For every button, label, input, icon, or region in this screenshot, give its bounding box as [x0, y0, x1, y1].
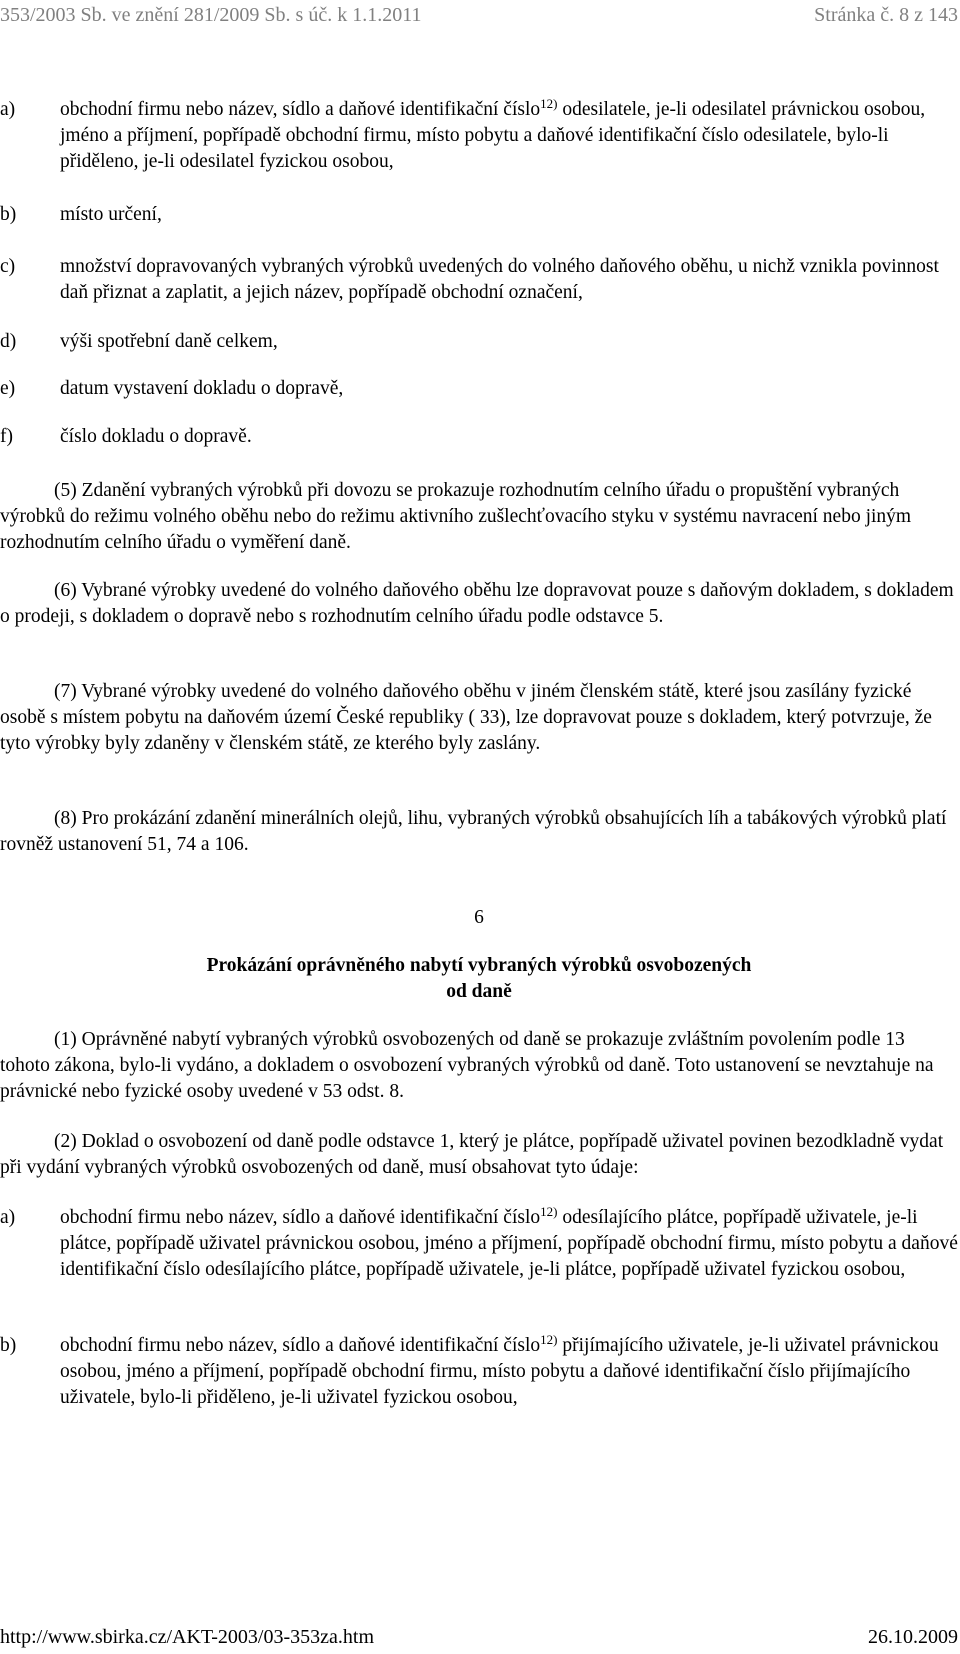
- list-item-text: množství dopravovaných vybraných výrobků uvedených do volného daňového oběhu, u nichž vznikla povinnost daň přiznat a zaplatit, a jejich název, popřípadě obchodní označení,: [60, 256, 939, 303]
- footnote-ref: 12): [540, 96, 558, 111]
- paragraph-7: (7) Vybrané výrobky uvedené do volného daňového oběhu v jiném členském státě, které jsou zasílány fyzické osobě s místem pobytu na daňovém území České republiky ( 33), lze dopravovat pouze s dokladem, který potvrzuje, že tyto výrobky byly zdaněny v členském státě, ze kterého byly zaslány.: [0, 681, 932, 754]
- section-paragraph-1: (1) Oprávněné nabytí vybraných výrobků osvobozených od daně se prokazuje zvláštním povolením podle 13 tohoto zákona, bylo-li vydáno, a dokladem o osvobození vybraných výrobků od daně. Toto ustanovení se nevztahuje na právnické nebo fyzické osoby uvedené v 53 odst. 8.: [0, 1029, 934, 1102]
- header-page-number: Stránka č. 8 z 143: [814, 4, 958, 26]
- list-item-label: b): [0, 204, 17, 225]
- page-footer: [0, 1624, 958, 1652]
- footer-url-link[interactable]: http://www.sbirka.cz/AKT-2003/03-353za.htm: [0, 1626, 375, 1648]
- page-header: [0, 2, 958, 30]
- list-item-text: číslo dokladu o dopravě.: [60, 426, 252, 447]
- list-item-text: výši spotřební daně celkem,: [60, 331, 278, 352]
- list-item-text: datum vystavení dokladu o dopravě,: [60, 378, 344, 399]
- list-item-text: místo určení,: [60, 204, 162, 225]
- paragraph-6: (6) Vybrané výrobky uvedené do volného daňového oběhu lze dopravovat pouze s daňovým dokladem, s dokladem o prodeji, s dokladem o dopravě nebo s rozhodnutím celního úřadu podle odstavce 5.: [0, 580, 954, 627]
- list-item-label: f): [0, 426, 13, 447]
- list-item-label: a): [0, 99, 16, 120]
- list-item-label: c): [0, 256, 16, 277]
- list-item-text: obchodní firmu nebo název, sídlo a daňové identifikační číslo$^{12)}$ přijímajícího uživatele, je-li uživatel právnickou osobou, jméno a příjmení, popřípadě obchodní firmu, místo pobytu a daňové identifikační číslo přijímajícího uživatele, bylo-li přiděleno, je-li uživatel fyzickou osobou,: [60, 1332, 939, 1408]
- list-item-label: a): [0, 1207, 16, 1228]
- list-item-label: d): [0, 331, 17, 352]
- header-document-reference: 353/2003 Sb. ve znění 281/2009 Sb. s úč. k 1.1.2011: [0, 4, 422, 26]
- footer-date: 26.10.2009: [868, 1626, 958, 1648]
- footnote-ref: 12): [540, 1204, 558, 1219]
- footnote-ref: 12): [540, 1332, 558, 1347]
- section-number: 6: [474, 907, 484, 928]
- section-paragraph-2: (2) Doklad o osvobození od daně podle odstavce 1, který je plátce, popřípadě uživatel povinen bezodkladně vydat při vydání vybraných výrobků osvobozených od daně, musí obsahovat tyto údaje:: [0, 1131, 944, 1178]
- paragraph-8: (8) Pro prokázání zdanění minerálních olejů, lihu, vybraných výrobků obsahujících líh a tabákových výrobků platí rovněž ustanovení 51, 74 a 106.: [0, 808, 947, 855]
- list-item-text: obchodní firmu nebo název, sídlo a daňové identifikační číslo$^{12)}$ odesílajícího plátce, popřípadě uživatele, je-li plátce, popřípadě uživatel právnickou osobou, jméno a příjmení, popřípadě obchodní firmu, místo pobytu a daňové identifikační číslo odesílajícího plátce, popřípadě uživatele, je-li plátce, popřípadě uživatel fyzickou osobou,: [60, 1204, 958, 1280]
- section-title-line: Prokázání oprávněného nabytí vybraných výrobků osvobozených: [206, 955, 752, 976]
- paragraph-5: (5) Zdanění vybraných výrobků při dovozu se prokazuje rozhodnutím celního úřadu o propuštění vybraných výrobků do režimu volného oběhu nebo do režimu aktivního zušlechťovacího styku v systému navracení nebo jiným rozhodnutím celního úřadu o vyměření daně.: [0, 480, 912, 553]
- list-item-label: b): [0, 1335, 17, 1356]
- list-item-text: obchodní firmu nebo název, sídlo a daňové identifikační číslo$^{12)}$ odesilatele, je-li odesilatel právnickou osobou, jméno a příjmení, popřípadě obchodní firmu, místo pobytu a daňové identifikační číslo odesilatele, bylo-li přiděleno, je-li odesilatel fyzickou osobou,: [60, 96, 926, 172]
- section-title: [0, 953, 958, 1005]
- list-item-label: e): [0, 378, 16, 399]
- section-title-line: od daně: [446, 981, 512, 1002]
